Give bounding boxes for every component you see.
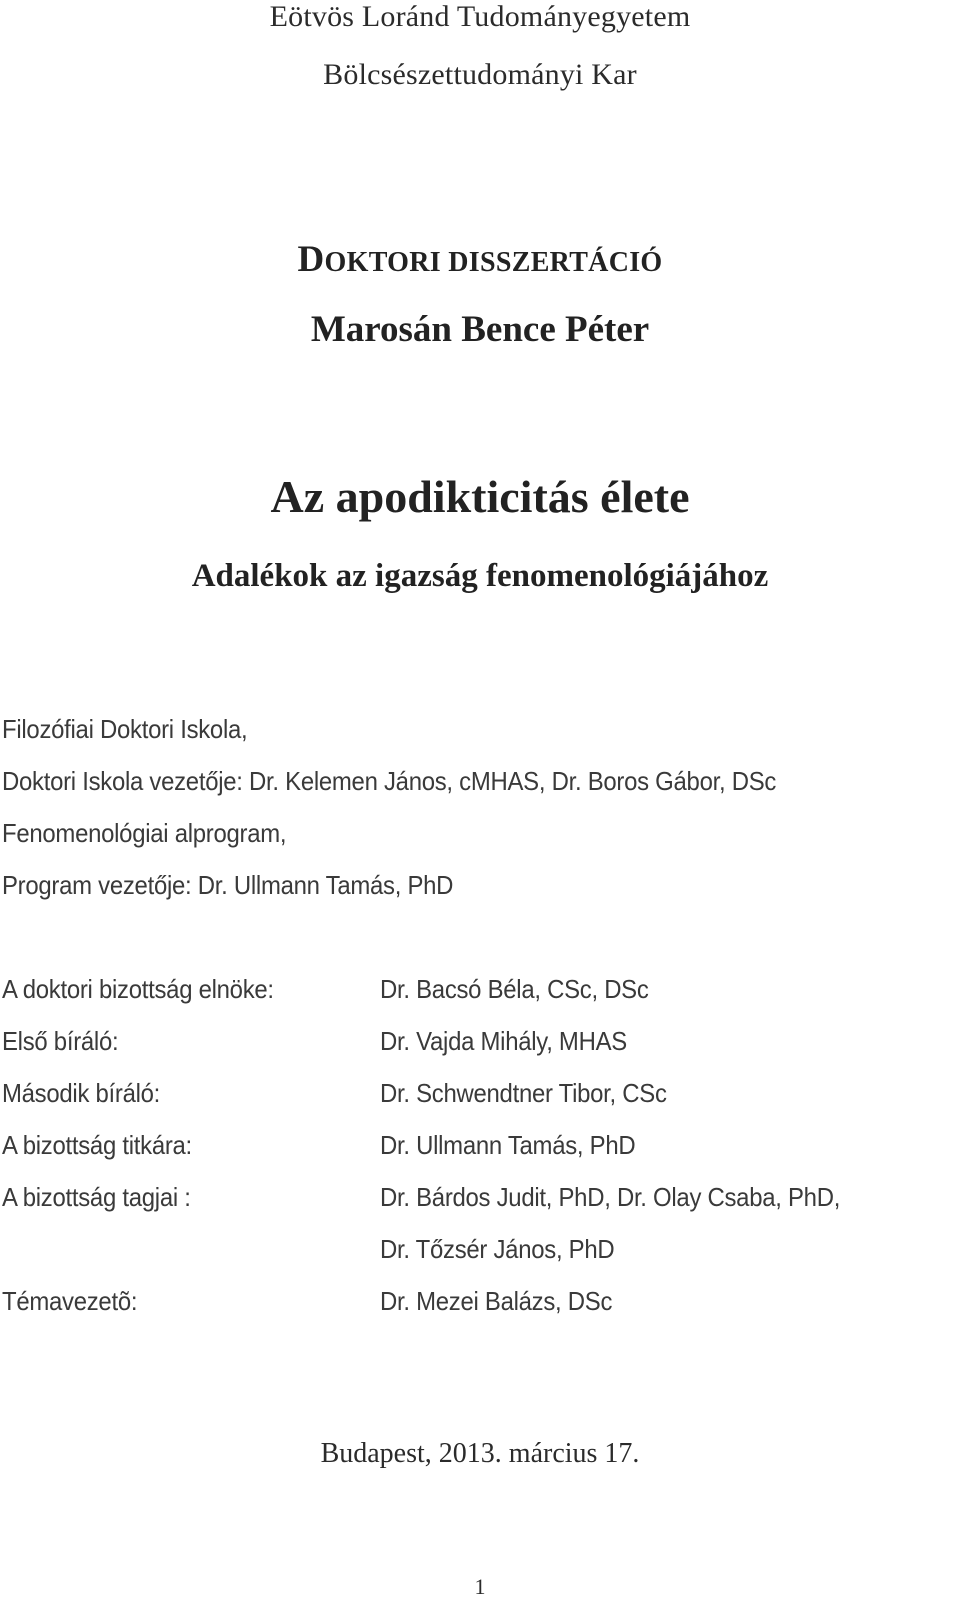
dissertation-label-initial: D: [297, 239, 325, 280]
author-name: Marosán Bence Péter: [310, 309, 650, 350]
dissertation-title: Az apodikticitás élete: [270, 471, 690, 522]
committee-member: Dr. Ullmann Tamás, PhD: [380, 1130, 636, 1160]
committee-member: Dr. Mezei Balázs, DSc: [380, 1286, 613, 1316]
dissertation-label: [0, 238, 960, 281]
committee-member: Dr. Schwendtner Tibor, CSc: [380, 1078, 667, 1108]
committee-member: Dr. Bacsó Béla, CSc, DSc: [380, 974, 649, 1004]
committee-member: Dr. Vajda Mihály, MHAS: [380, 1026, 627, 1056]
committee-member: Dr. Tőzsér János, PhD: [380, 1234, 615, 1264]
committee-role: A bizottság tagjai :: [2, 1182, 191, 1212]
university-name: Eötvös Loránd Tudományegyetem: [269, 0, 691, 33]
program-info-line: Program vezetője: Dr. Ullmann Tamás, PhD: [2, 870, 454, 900]
committee-role: A bizottság titkára:: [2, 1130, 192, 1160]
place-and-date: Budapest, 2013. március 17.: [320, 1438, 640, 1469]
committee-role: Első bíráló:: [2, 1026, 119, 1056]
dissertation-label-rest: OKTORI DISSZERTÁCIÓ: [324, 247, 663, 278]
faculty-name: Bölcsészettudományi Kar: [323, 58, 637, 91]
committee-role: Második bíráló:: [2, 1078, 161, 1108]
dissertation-subtitle: Adalékok az igazság fenomenológiájához: [191, 558, 769, 594]
program-info-line: Fenomenológiai alprogram,: [2, 818, 287, 848]
committee-role: Témavezetõ:: [2, 1286, 138, 1316]
committee-role: A doktori bizottság elnöke:: [2, 974, 274, 1004]
committee-member: Dr. Bárdos Judit, PhD, Dr. Olay Csaba, PhD,: [380, 1182, 841, 1212]
program-info-line: Filozófiai Doktori Iskola,: [2, 714, 248, 744]
page-number: 1: [474, 1574, 486, 1599]
program-info-line: Doktori Iskola vezetője: Dr. Kelemen János, cMHAS, Dr. Boros Gábor, DSc: [2, 766, 777, 796]
